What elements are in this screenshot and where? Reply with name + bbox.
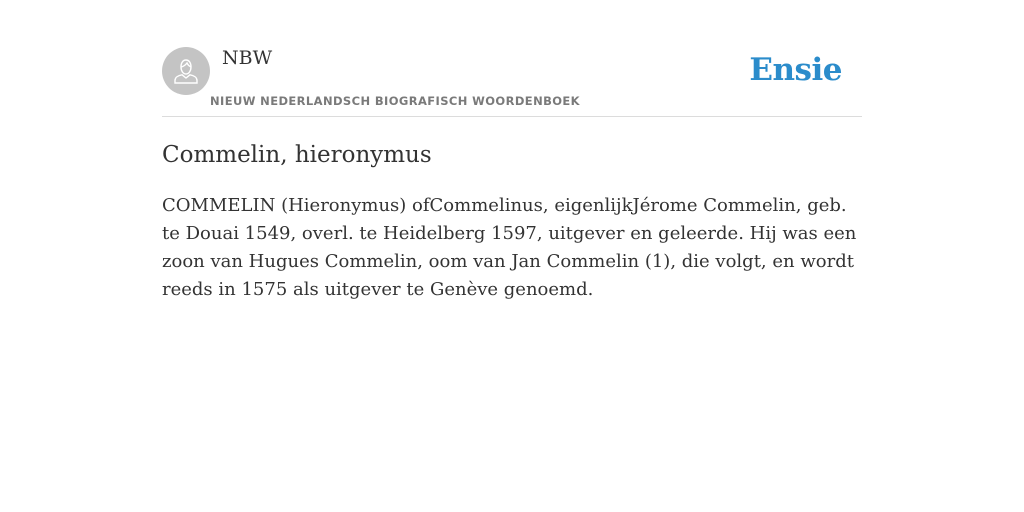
user-placeholder-icon [171, 56, 201, 86]
article-title: Commelin, hieronymus [162, 142, 432, 168]
source-subtitle: NIEUW NEDERLANDSCH BIOGRAFISCH WOORDENBOEK [210, 94, 580, 108]
avatar[interactable] [162, 47, 210, 95]
brand-logo[interactable]: Ensie [749, 52, 842, 88]
header [162, 40, 862, 117]
article-body: COMMELIN (Hieronymus) ofCommelinus, eigenlijkJérome Commelin, geb. te Douai 1549, overl. te Heidelberg 1597, uitgever en geleerde. Hij was een zoon van Hugues Commelin, oom van Jan Commelin (1), die volgt, en wordt reeds in 1575 als uitgever te Genève genoemd. [162, 195, 857, 300]
source-name[interactable]: NBW [222, 47, 273, 69]
